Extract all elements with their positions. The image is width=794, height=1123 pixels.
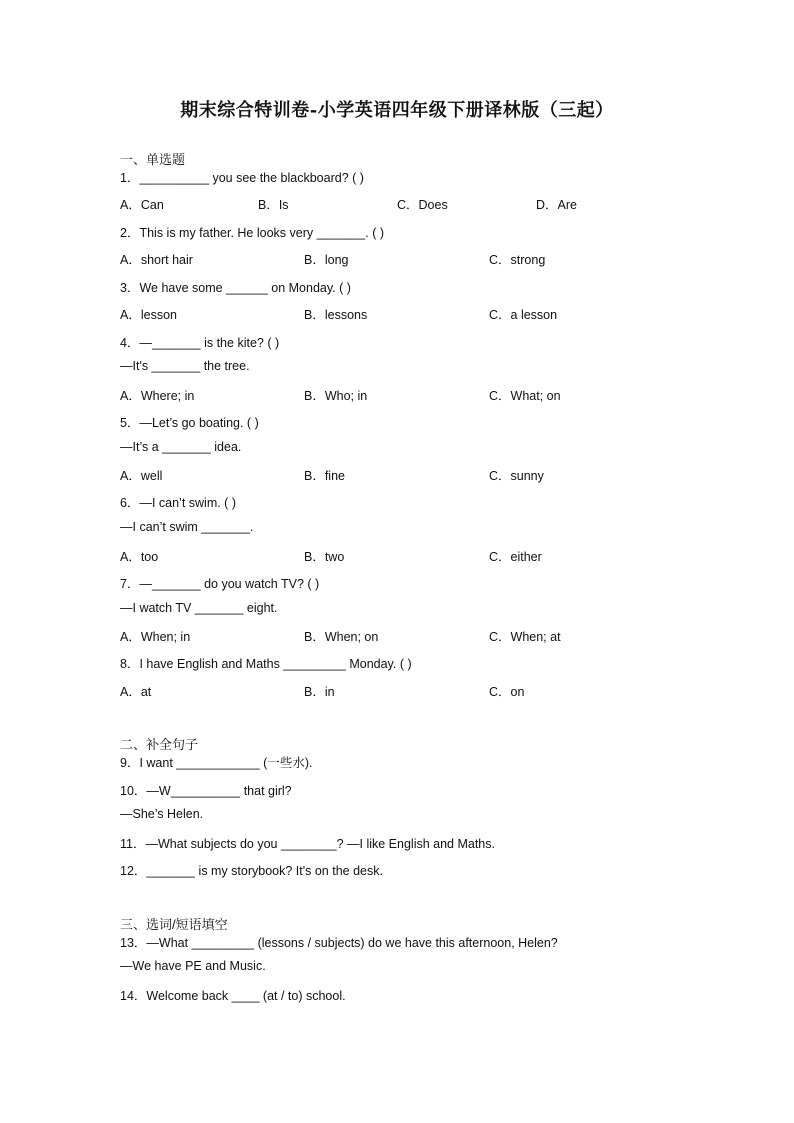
q1-option-b: B．Is <box>258 198 289 212</box>
q6-option-b: B．two <box>304 550 345 564</box>
q5-option-c: C．sunny <box>489 469 544 483</box>
question-7: 7．—_______ do you watch TV? ( ) <box>120 577 320 591</box>
q4-option-b: B．Who; in <box>304 389 368 403</box>
question-5-reply: —It’s a _______ idea. <box>120 440 242 454</box>
q5-option-a: A．well <box>120 469 163 483</box>
question-10: 10．—W__________ that girl? <box>120 784 292 798</box>
question-11: 11．—What subjects do you ________? —I like English and Maths. <box>120 837 495 851</box>
q8-option-b: B．in <box>304 685 335 699</box>
question-4: 4．—_______ is the kite? ( ) <box>120 336 280 350</box>
q3-option-b: B．lessons <box>304 308 368 322</box>
q1-option-d: D．Are <box>536 198 577 212</box>
q1-option-c: C．Does <box>397 198 448 212</box>
question-10-reply: —She’s Helen. <box>120 807 204 821</box>
q6-option-c: C．either <box>489 550 542 564</box>
section-heading-word-choice: 三、选词/短语填空 <box>120 917 228 932</box>
page-title: 期末综合特训卷-小学英语四年级下册译林版（三起） <box>180 100 614 121</box>
q7-option-a: A．When; in <box>120 630 191 644</box>
q2-option-b: B．long <box>304 253 349 267</box>
question-13-reply: —We have PE and Music. <box>120 959 266 973</box>
question-2: 2．This is my father. He looks very _______. ( ) <box>120 226 384 240</box>
question-13: 13．—What _________ (lessons / subjects) do we have this afternoon, Helen? <box>120 936 558 950</box>
question-3: 3．We have some ______ on Monday. ( ) <box>120 281 351 295</box>
q3-option-a: A．lesson <box>120 308 177 322</box>
question-9: 9．I want ____________ (一些水). <box>120 756 313 770</box>
q3-option-c: C．a lesson <box>489 308 558 322</box>
section-heading-single-choice: 一、单选题 <box>120 152 186 167</box>
question-6-reply: —I can’t swim _______. <box>120 520 254 534</box>
section-heading-complete-sentences: 二、补全句子 <box>120 737 199 752</box>
question-6: 6．—I can’t swim. ( ) <box>120 496 236 510</box>
q6-option-a: A．too <box>120 550 159 564</box>
question-8: 8．I have English and Maths _________ Monday. ( ) <box>120 657 412 671</box>
q8-option-c: C．on <box>489 685 525 699</box>
q5-option-b: B．fine <box>304 469 345 483</box>
q2-option-a: A．short hair <box>120 253 193 267</box>
question-4-reply: —It's _______ the tree. <box>120 359 250 373</box>
question-14: 14．Welcome back ____ (at / to) school. <box>120 989 346 1003</box>
q2-option-c: C．strong <box>489 253 546 267</box>
q4-option-a: A．Where; in <box>120 389 195 403</box>
question-1: 1．__________ you see the blackboard? ( ) <box>120 171 364 185</box>
q7-option-c: C．When; at <box>489 630 561 644</box>
q8-option-a: A．at <box>120 685 152 699</box>
question-12: 12．_______ is my storybook? It's on the desk. <box>120 864 383 878</box>
q4-option-c: C．What; on <box>489 389 561 403</box>
question-7-reply: —I watch TV _______ eight. <box>120 601 278 615</box>
q7-option-b: B．When; on <box>304 630 379 644</box>
q1-option-a: A．Can <box>120 198 164 212</box>
question-5: 5．—Let’s go boating. ( ) <box>120 416 259 430</box>
